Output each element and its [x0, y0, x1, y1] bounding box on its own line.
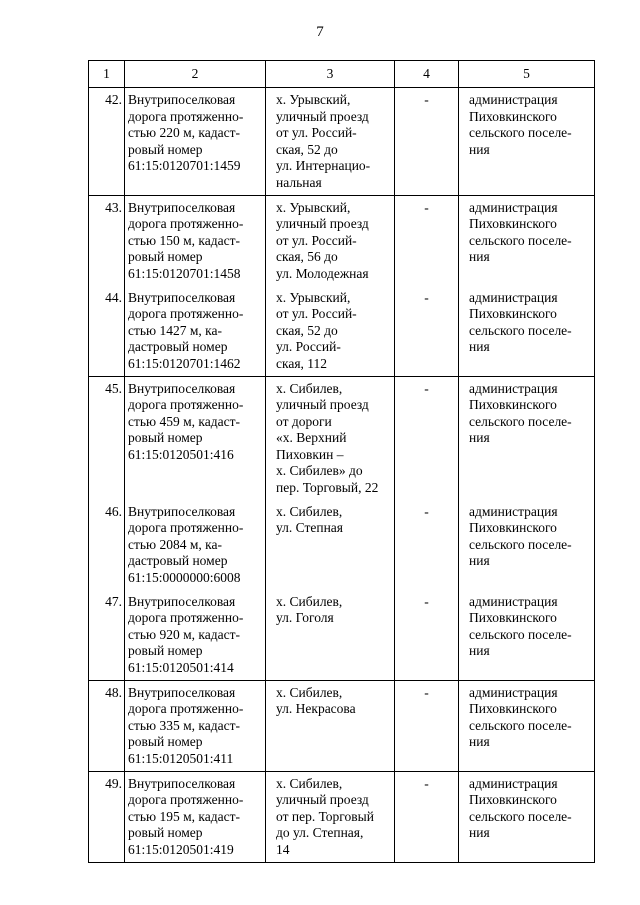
- table-row: [89, 771, 595, 862]
- road-location: х. Урывский, уличный проезд от ул. Россий- ская, 56 до ул. Молодежная: [266, 195, 395, 285]
- road-registry-table: [88, 60, 595, 863]
- road-description: Внутрипоселковая дорога протяженно- стью 1427 м, ка- дастровый номер 61:15:0120701:1462: [125, 286, 266, 376]
- table-row: [89, 376, 595, 500]
- road-holder: администрация Пиховкинского сельского поселе- ния: [459, 376, 595, 500]
- table-row: [89, 680, 595, 771]
- road-description: Внутрипоселковая дорога протяженно- стью 2084 м, ка- дастровый номер 61:15:0000000:6008: [125, 500, 266, 590]
- row-number: 47.: [89, 590, 125, 680]
- table-header-row: [89, 61, 595, 88]
- road-holder: администрация Пиховкинского сельского поселе- ния: [459, 88, 595, 196]
- road-location: х. Сибилев, ул. Некрасова: [266, 680, 395, 771]
- road-holder: администрация Пиховкинского сельского поселе- ния: [459, 195, 595, 285]
- table-row: [89, 195, 595, 285]
- road-holder: администрация Пиховкинского сельского поселе- ния: [459, 500, 595, 590]
- road-location: х. Сибилев, ул. Степная: [266, 500, 395, 590]
- column-4-value: -: [395, 500, 459, 590]
- header-col-3: 3: [266, 61, 395, 88]
- row-number: 44.: [89, 286, 125, 376]
- road-description: Внутрипоселковая дорога протяженно- стью 220 м, кадаст- ровый номер 61:15:0120701:1459: [125, 88, 266, 196]
- road-holder: администрация Пиховкинского сельского поселе- ния: [459, 590, 595, 680]
- road-holder: администрация Пиховкинского сельского поселе- ния: [459, 286, 595, 376]
- road-location: х. Урывский, от ул. Россий- ская, 52 до ул. Россий- ская, 112: [266, 286, 395, 376]
- road-description: Внутрипоселковая дорога протяженно- стью 150 м, кадаст- ровый номер 61:15:0120701:1458: [125, 195, 266, 285]
- road-description: Внутрипоселковая дорога протяженно- стью 195 м, кадаст- ровый номер 61:15:0120501:419: [125, 771, 266, 862]
- column-4-value: -: [395, 590, 459, 680]
- column-4-value: -: [395, 376, 459, 500]
- column-4-value: -: [395, 771, 459, 862]
- road-location: х. Сибилев, уличный проезд от дороги «х. Верхний Пиховкин – х. Сибилев» до пер. Торговый, 22: [266, 376, 395, 500]
- header-col-5: 5: [459, 61, 595, 88]
- road-holder: администрация Пиховкинского сельского поселе- ния: [459, 771, 595, 862]
- header-col-4: 4: [395, 61, 459, 88]
- row-number: 43.: [89, 195, 125, 285]
- table-row: [89, 590, 595, 680]
- road-description: Внутрипоселковая дорога протяженно- стью 920 м, кадаст- ровый номер 61:15:0120501:414: [125, 590, 266, 680]
- row-number: 49.: [89, 771, 125, 862]
- page-number: 7: [316, 24, 324, 40]
- row-number: 48.: [89, 680, 125, 771]
- road-location: х. Урывский, уличный проезд от ул. Россий- ская, 52 до ул. Интернацио- нальная: [266, 88, 395, 196]
- table-row: [89, 286, 595, 376]
- row-number: 46.: [89, 500, 125, 590]
- header-col-1: 1: [89, 61, 125, 88]
- road-description: Внутрипоселковая дорога протяженно- стью 459 м, кадаст- ровый номер 61:15:0120501:416: [125, 376, 266, 500]
- column-4-value: -: [395, 195, 459, 285]
- row-number: 42.: [89, 88, 125, 196]
- column-4-value: -: [395, 286, 459, 376]
- table-row: [89, 500, 595, 590]
- road-description: Внутрипоселковая дорога протяженно- стью 335 м, кадаст- ровый номер 61:15:0120501:411: [125, 680, 266, 771]
- road-location: х. Сибилев, ул. Гоголя: [266, 590, 395, 680]
- header-col-2: 2: [125, 61, 266, 88]
- column-4-value: -: [395, 88, 459, 196]
- column-4-value: -: [395, 680, 459, 771]
- road-location: х. Сибилев, уличный проезд от пер. Торговый до ул. Степная, 14: [266, 771, 395, 862]
- road-holder: администрация Пиховкинского сельского поселе- ния: [459, 680, 595, 771]
- table-row: [89, 88, 595, 196]
- row-number: 45.: [89, 376, 125, 500]
